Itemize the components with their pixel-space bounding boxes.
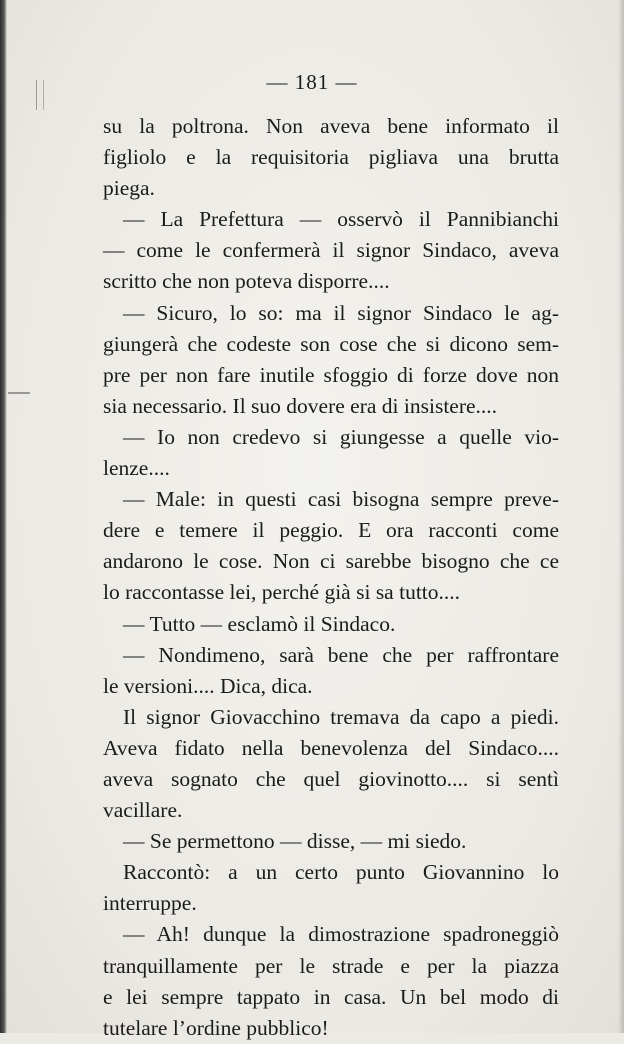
text-line: piega. <box>103 176 155 201</box>
text-line: — come le confermerà il signor Sindaco, aveva <box>103 238 559 263</box>
text-line: figliolo e la requisitoria pigliava una brutta <box>103 145 559 170</box>
text-line: lenze.... <box>103 456 170 481</box>
text-line: lo raccontasse lei, perché già si sa tutto.... <box>103 580 461 605</box>
text-line: tutelare l’ordine pubblico! <box>103 1015 329 1040</box>
text-line: — Nondimeno, sarà bene che per raffrontare <box>123 642 559 667</box>
text-line: — Ah! dunque la dimostrazione spadroneggiò <box>123 922 559 947</box>
text-line: vacillare. <box>103 798 183 823</box>
text-line: — La Prefettura — osservò il Pannibianchi <box>123 207 559 232</box>
text-line: e lei sempre tappato in casa. Un bel modo di <box>103 984 559 1009</box>
text-line: Raccontò: a un certo punto Giovannino lo <box>123 860 559 885</box>
margin-tick <box>8 392 30 404</box>
page-edge-shadow <box>618 0 624 1033</box>
text-line: sia necessario. Il suo dovere era di insistere.... <box>103 393 498 418</box>
text-line: giungerà che codeste son cose che si dicono sem- <box>103 331 559 356</box>
text-line: — Io non credevo si giungesse a quelle vio- <box>123 424 559 449</box>
body-text <box>103 111 559 1044</box>
page-number: — 181 — <box>266 70 358 94</box>
text-line: Il signor Giovacchino tremava da capo a piedi. <box>123 704 559 729</box>
text-line: scritto che non poteva disporre.... <box>103 269 390 294</box>
text-line: le versioni.... Dica, dica. <box>103 673 313 698</box>
binding-edge <box>0 0 7 1033</box>
text-line: — Male: in questi casi bisogna sempre preve- <box>123 487 559 512</box>
text-line: su la poltrona. Non aveva bene informato il <box>103 114 559 138</box>
text-line: — Se permettono — disse, — mi siedo. <box>123 829 467 854</box>
text-line: pre per non fare inutile sfoggio di forze dove non <box>103 362 559 387</box>
text-line: dere e temere il peggio. E ora racconti come <box>103 518 559 543</box>
text-line: Aveva fidato nella benevolenza del Sindaco.... <box>103 735 559 760</box>
text-line: andarono le cose. Non ci sarebbe bisogno che ce <box>103 549 559 574</box>
text-line: — Tutto — esclamò il Sindaco. <box>123 611 396 636</box>
text-line: — Sicuro, lo so: ma il signor Sindaco le ag- <box>123 300 559 325</box>
text-line: interruppe. <box>103 891 197 916</box>
text-line: aveva sognato che quel giovinotto.... si sentì <box>103 766 559 791</box>
text-line: tranquillamente per le strade e per la piazza <box>103 953 559 978</box>
